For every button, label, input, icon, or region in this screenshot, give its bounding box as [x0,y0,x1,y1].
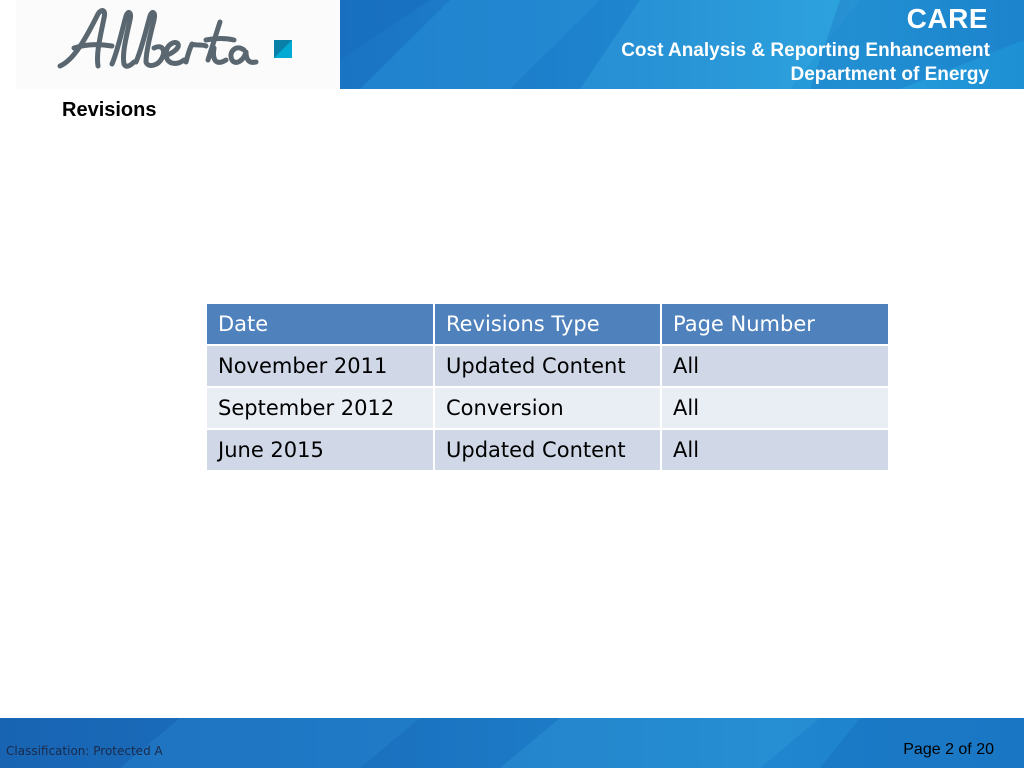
table-row [206,429,889,471]
logo-area [0,0,340,89]
table-row [206,387,889,429]
page-title: Revisions [62,99,157,121]
table-header-row [206,303,889,345]
classification-label: Classification: Protected A [6,744,163,758]
column-header-page-number: Page Number [661,303,889,345]
cell-date: November 2011 [206,345,434,387]
footer-decoration [0,718,1024,768]
column-header-revisions-type: Revisions Type [434,303,661,345]
banner-title: CARE [906,3,988,34]
care-banner [340,0,1024,89]
page-footer [0,718,1024,768]
logo-box [16,0,340,89]
column-header-date: Date [206,303,434,345]
banner-subtitle-program: Cost Analysis & Reporting Enhancement [621,40,990,61]
alberta-logo [56,4,306,80]
cell-revisions-type: Conversion [434,387,661,429]
banner-subtitle-department: Department of Energy [790,64,989,85]
cell-date: June 2015 [206,429,434,471]
page-header [0,0,1024,89]
cell-page-number: All [661,429,889,471]
cell-page-number: All [661,345,889,387]
revisions-table [205,302,890,472]
table-row [206,345,889,387]
cell-revisions-type: Updated Content [434,429,661,471]
cell-date: September 2012 [206,387,434,429]
cell-revisions-type: Updated Content [434,345,661,387]
page-number: Page 2 of 20 [903,741,994,758]
cell-page-number: All [661,387,889,429]
